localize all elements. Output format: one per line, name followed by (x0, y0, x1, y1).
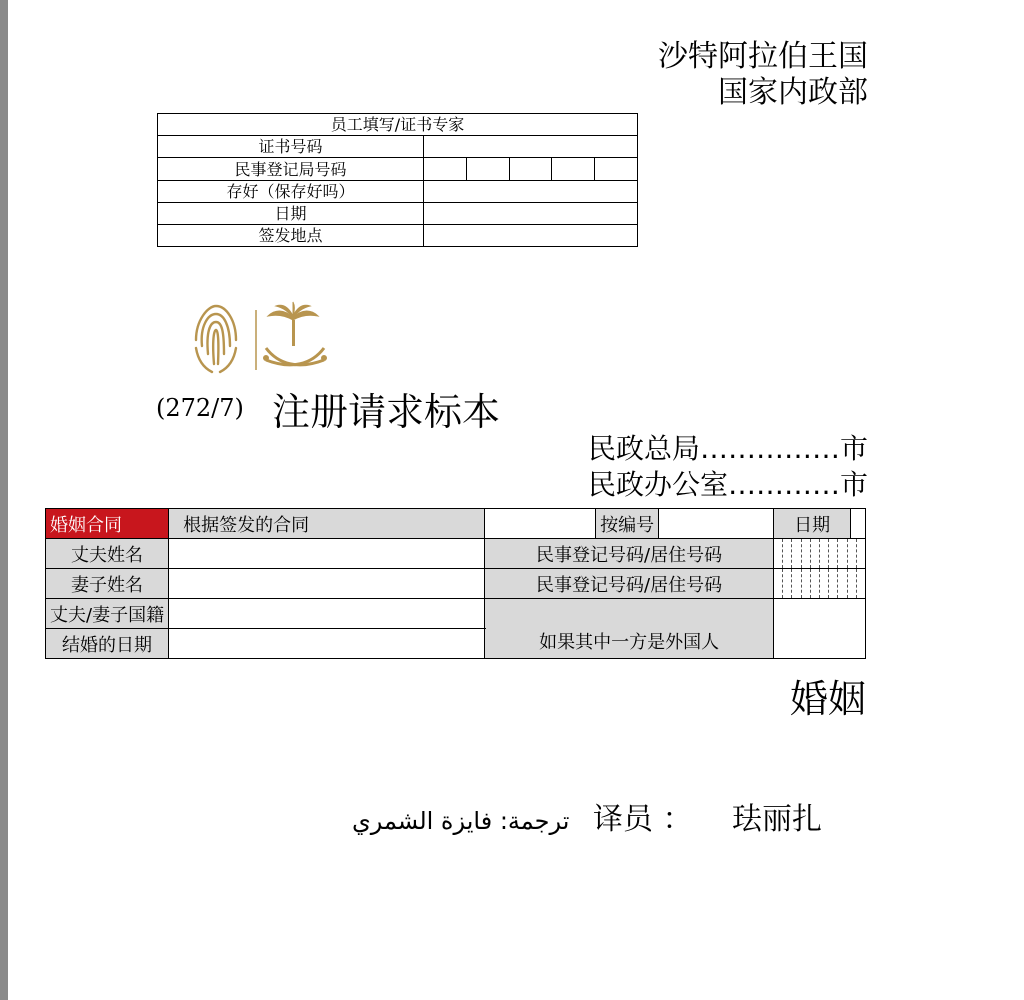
marriage-word: 婚姻 (789, 677, 866, 721)
issue-place-label: 签发地点 (158, 225, 424, 247)
date-label: 日期 (158, 203, 424, 225)
translator-label: 译员 ： (592, 802, 693, 837)
general-bureau-line: 民政总局……………市 (587, 432, 868, 465)
issue-place-field[interactable] (424, 225, 638, 247)
wife-name-label: 妻子姓名 (46, 569, 169, 599)
date-field[interactable] (424, 203, 638, 225)
staff-table-heading: 员工填写/证书专家 (158, 114, 638, 136)
table-row (46, 509, 866, 539)
certificate-number-field[interactable] (424, 136, 638, 158)
husband-id-boxes[interactable] (774, 539, 866, 569)
saved-field[interactable] (424, 181, 638, 203)
table-row (158, 158, 638, 181)
ministry-logo (190, 300, 330, 376)
form-title: 注册请求标本 (272, 390, 501, 434)
table-row (158, 203, 638, 225)
table-row (46, 539, 866, 569)
wife-name-field[interactable] (169, 569, 485, 599)
ministry-name: 国家内政部 (718, 75, 868, 110)
translator-name: 珐丽扎 (732, 802, 823, 837)
certificate-number-label: 证书号码 (158, 136, 424, 158)
saved-label: 存好（保存好吗） (158, 181, 424, 203)
registry-number-boxes[interactable] (424, 158, 638, 181)
registry-number-label: 民事登记局号码 (158, 158, 424, 181)
fingerprint-mark-icon (196, 306, 236, 372)
foreigner-field[interactable] (774, 599, 866, 659)
contract-date-field[interactable] (851, 509, 866, 539)
form-number: (272/7) (156, 394, 244, 422)
wife-id-label: 民事登记号码/居住号码 (485, 569, 774, 599)
wife-id-boxes[interactable] (774, 569, 866, 599)
staff-table (157, 113, 638, 247)
nationality-label: 丈夫/妻子国籍 (46, 599, 169, 629)
marriage-table (45, 508, 866, 659)
table-row (158, 136, 638, 158)
table-row (46, 569, 866, 599)
contract-number-field[interactable] (659, 509, 774, 539)
husband-name-field[interactable] (169, 539, 485, 569)
husband-id-label: 民事登记号码/居住号码 (485, 539, 774, 569)
marriage-date-label: 结婚的日期 (46, 629, 169, 659)
country-name: 沙特阿拉伯王国 (658, 39, 868, 74)
table-row (158, 181, 638, 203)
contract-date-label: 日期 (774, 509, 851, 539)
contract-number-label: 按编号 (596, 509, 659, 539)
table-row (158, 225, 638, 247)
issued-contract-field[interactable] (485, 509, 596, 539)
marriage-contract-label: 婚姻合同 (46, 509, 169, 539)
issued-contract-label: 根据签发的合同 (169, 509, 485, 539)
translator-line (352, 794, 822, 838)
translator-arabic: ترجمة: فايزة الشمري (352, 807, 570, 835)
palm-and-swords-icon (263, 302, 327, 365)
table-row (46, 599, 866, 629)
husband-name-label: 丈夫姓名 (46, 539, 169, 569)
office-line: 民政办公室…………市 (587, 468, 868, 501)
marriage-date-field[interactable] (169, 629, 485, 659)
nationality-field[interactable] (169, 599, 485, 629)
page-edge (0, 0, 8, 1000)
foreigner-label: 如果其中一方是外国人 (485, 599, 774, 659)
